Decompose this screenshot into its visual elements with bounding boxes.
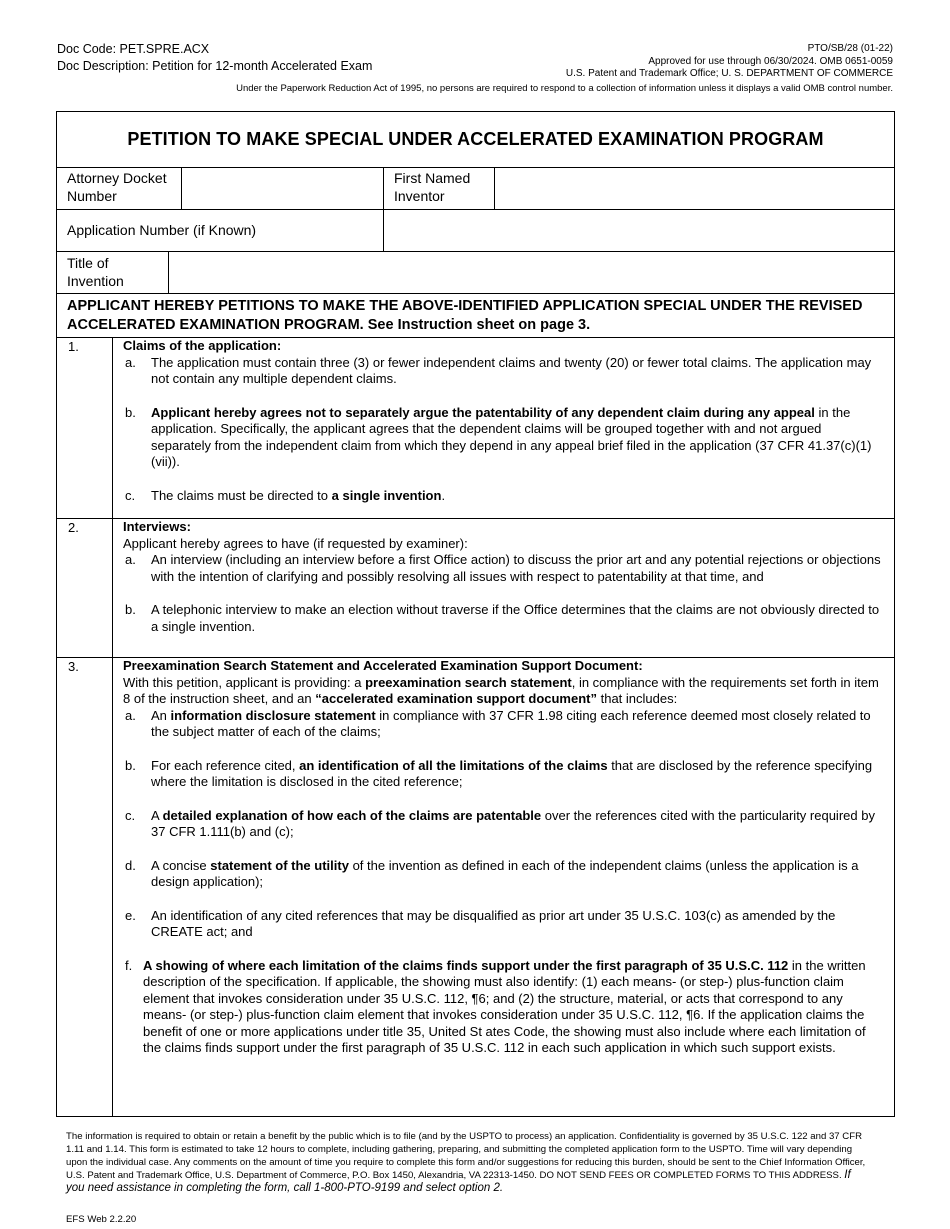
title-of-invention-label: Title of Invention [67, 255, 124, 289]
list-item: b. For each reference cited, an identification of all the limitations of the claims that are disclosed by the reference specifying where the limitation is disclosed in the cited reference; [125, 757, 873, 789]
first-inventor-field[interactable] [498, 172, 888, 206]
doc-header-right [566, 43, 893, 81]
petition-form [56, 111, 895, 1117]
form-title: PETITION TO MAKE SPECIAL UNDER ACCELERATED EXAMINATION PROGRAM [57, 112, 894, 168]
application-number-field[interactable] [387, 214, 887, 248]
efs-version: EFS Web 2.2.20 [66, 1214, 137, 1225]
section-heading: Preexamination Search Statement and Accelerated Examination Support Document: [123, 658, 643, 673]
paperwork-notice: Under the Paperwork Reduction Act of 1995, no persons are required to respond to a collection of information unless it displays a valid OMB control number. [236, 83, 893, 94]
section-heading: Interviews: [123, 519, 191, 534]
section-intro: Applicant hereby agrees to have (if requested by examiner): [123, 535, 468, 551]
title-of-invention-field[interactable] [172, 256, 887, 290]
list-item: b. Applicant hereby agrees not to separately argue the patentability of any dependent claim during any appeal in the application. Specifically, the applicant agrees that the dependent claims will be grouped together with and not argued separately from the independent claim from which they depend in any appeal brief filed in the application (37 CFR 41.37(c)(1)(vii)). [125, 404, 872, 469]
list-item: d. A concise statement of the utility of the invention as defined in each of the independent claims (unless the application is a design application); [125, 857, 859, 889]
list-item: f. A showing of where each limitation of the claims finds support under the first paragraph of 35 U.S.C. 112 in the written description of the specification. If applicable, the showing must also identify: (1) each means- (or step-) plus-function claim element that invokes consideration under 35 U.S.C. 112, ¶6; and (2) the structure, material, or acts that correspond to any means- (or step-) plus-function claim element that invokes consideration under 35 U.S.C. 112, ¶6. If the application claims the benefit of one or more applications under title 35, United St ates Code, the showing must also include where each limitation of the claims finds support under the first paragraph of 35 U.S.C. 112 in each such application in which such support exists. [125, 957, 866, 1055]
doc-code: Doc Code: PET.SPRE.ACX [57, 42, 210, 56]
docket-inventor-row [57, 168, 894, 210]
title-of-invention-row [57, 252, 894, 294]
attorney-docket-field[interactable] [185, 172, 381, 206]
list-item: e. An identification of any cited references that may be disqualified as prior art under 35 U.S.C. 103(c) as amended by the CREATE act; and [125, 907, 836, 939]
application-number-row [57, 210, 894, 252]
list-item: c. A detailed explanation of how each of the claims are patentable over the references cited with the particularity required by 37 CFR 1.111(b) and (c); [125, 807, 875, 839]
list-item: a. An information disclosure statement in compliance with 37 CFR 1.98 citing each reference deemed most closely related to the subject matter of each of the claims; [125, 707, 871, 739]
doc-header-left [57, 41, 372, 75]
doc-description: Doc Description: Petition for 12-month Accelerated Exam [57, 59, 373, 73]
application-number-label: Application Number (if Known) [67, 222, 257, 238]
list-item: a. The application must contain three (3) or fewer independent claims and twenty (20) or fewer total claims. The application may not contain any multiple dependent claims. [125, 354, 872, 386]
agency-name: U.S. Patent and Trademark Office; U. S. DEPARTMENT OF COMMERCE [565, 68, 893, 79]
section-number: 3. [68, 659, 79, 674]
list-item: b. A telephonic interview to make an election without traverse if the Office determines that the claims are not obviously directed to a single invention. [125, 602, 880, 634]
omb-approval: Approved for use through 06/30/2024. OMB 0651-0059 [648, 55, 893, 67]
petition-statement: APPLICANT HEREBY PETITIONS TO MAKE THE ABOVE-IDENTIFIED APPLICATION SPECIAL UNDER THE REVISED ACCELERATED EXAMINATION PROGRAM. See Instruction sheet on page 3. [57, 294, 894, 338]
attorney-docket-label: Attorney Docket Number [67, 170, 167, 204]
burden-statement: The information is required to obtain or retain a benefit by the public which is to file (and by the USPTO to process) an application. Confidentiality is governed by 35 U.S.C. 122 and 37 CFR 1.11 and 1.14. This form is estimated to take 12 hours to complete, including gathering, preparing, and submitting the completed application form to the USPTO. Time will vary depending upon the individual case. Any comments on the amount of time you require to complete this form and/or suggestions for reducing this burden, should be sent to the Chief Information Officer, U.S. Patent and Trademark Office, U.S. Department of Commerce, P.O. Box 1450, Alexandria, VA 22313-1450. DO NOT SEND FEES OR COMPLETED FORMS TO THIS ADDRESS. If you need assistance in completing the form, call 1-800-PTO-9199 and select option 2. [66, 1131, 866, 1194]
list-item: c. The claims must be directed to a single invention. [125, 487, 446, 503]
list-item: a. An interview (including an interview before a first Office action) to discuss the prior art and any potential rejections or objections with the intention of clarifying and possibly resolving all issues with respect to patentability at that time, and [125, 552, 881, 584]
section-heading: Claims of the application: [123, 338, 282, 353]
first-inventor-label: First Named Inventor [394, 170, 471, 204]
section-interviews [57, 519, 894, 658]
assistance-note: If you need assistance in completing the form, call 1-800-PTO-9199 and select option 2. [66, 1169, 851, 1194]
form-number: PTO/SB/28 (01-22) [807, 43, 893, 54]
section-number: 1. [68, 339, 79, 354]
section-claims [57, 338, 894, 519]
section-intro: With this petition, applicant is providing: a preexamination search statement, in compliance with the requirements set forth in item 8 of the instruction sheet, and an “accelerated examination support document” that includes: [123, 674, 879, 706]
section-search-statement [57, 658, 894, 1116]
section-number: 2. [68, 520, 79, 535]
